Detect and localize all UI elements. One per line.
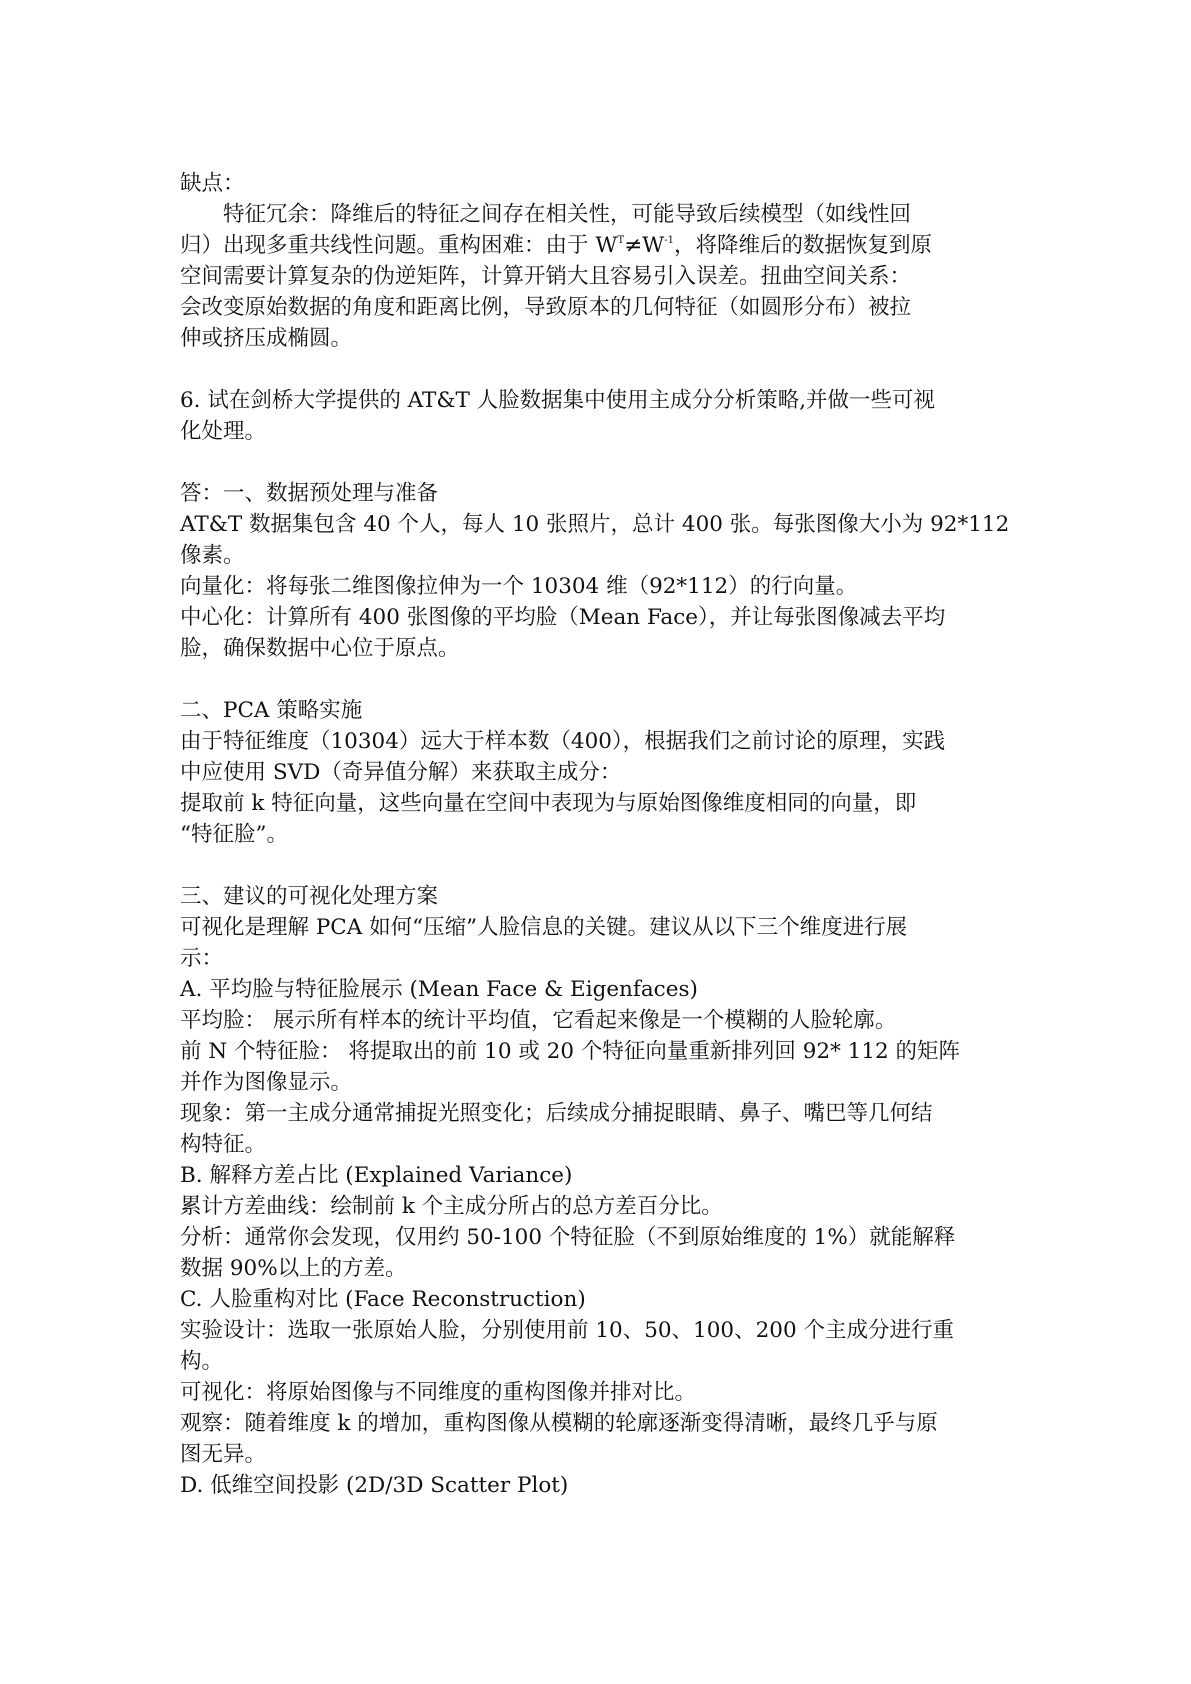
text-line — [180, 230, 1015, 261]
text-line: 可视化是理解 PCA 如何“压缩”人脸信息的关键。建议从以下三个维度进行展 — [180, 915, 908, 940]
text-line: 6. 试在剑桥大学提供的 AT&T 人脸数据集中使用主成分分析策略,并做一些可视 — [180, 388, 936, 413]
text-line: 中心化：计算所有 400 张图像的平均脸（Mean Face），并让每张图像减去平均 — [180, 605, 946, 630]
text-line: 观察：随着维度 k 的增加，重构图像从模糊的轮廓逐渐变得清晰，最终几乎与原 — [180, 1411, 938, 1436]
text-line: 可视化：将原始图像与不同维度的重构图像并排对比。 — [180, 1380, 697, 1405]
text-line: 构。 — [180, 1349, 224, 1374]
text-line: 由于特征维度（10304）远大于样本数（400），根据我们之前讨论的原理，实践 — [180, 729, 946, 754]
text-line: 实验设计：选取一张原始人脸，分别使用前 10、50、100、200 个主成分进行重 — [180, 1318, 954, 1343]
text-line: C. 人脸重构对比 (Face Reconstruction) — [180, 1287, 586, 1312]
paragraph-gap — [180, 354, 1015, 385]
text-line: “特征脸”。 — [180, 822, 288, 847]
text-line: 图无异。 — [180, 1442, 267, 1467]
text-line: A. 平均脸与特征脸展示 (Mean Face & Eigenfaces) — [180, 977, 698, 1002]
text-line: AT&T 数据集包含 40 个人，每人 10 张照片，总计 400 张。每张图像大小为 92*112 — [180, 512, 1010, 537]
superscript: -1 — [664, 235, 674, 246]
paragraph-gap — [180, 664, 1015, 695]
text-line: 并作为图像显示。 — [180, 1070, 353, 1095]
text-line: 构特征。 — [180, 1132, 267, 1157]
text-line: 会改变原始数据的角度和距离比例，导致原本的几何特征（如圆形分布）被拉 — [180, 295, 912, 320]
paragraph-gap — [180, 447, 1015, 478]
text-line: 提取前 k 特征向量，这些向量在空间中表现为与原始图像维度相同的向量，即 — [180, 791, 917, 816]
document-page — [180, 168, 1015, 1501]
text-line: 三、建议的可视化处理方案 — [180, 884, 439, 909]
text-line: 答：一、数据预处理与准备 — [180, 481, 439, 506]
text-line: 中应使用 SVD（奇异值分解）来获取主成分： — [180, 760, 622, 785]
text-line: 分析：通常你会发现，仅用约 50-100 个特征脸（不到原始维度的 1%）就能解释 — [180, 1225, 956, 1250]
text-run: 归）出现多重共线性问题。重构困难：由于 W — [180, 233, 618, 258]
paragraph-gap — [180, 850, 1015, 881]
text-line: 现象：第一主成分通常捕捉光照变化；后续成分捕捉眼睛、鼻子、嘴巴等几何结 — [180, 1101, 933, 1126]
text-line: 伸或挤压成椭圆。 — [180, 326, 353, 351]
text-line: 二、PCA 策略实施 — [180, 698, 363, 723]
text-line: 脸，确保数据中心位于原点。 — [180, 636, 460, 661]
text-line: 空间需要计算复杂的伪逆矩阵，计算开销大且容易引入误差。扭曲空间关系： — [180, 264, 912, 289]
text-line: 特征冗余：降维后的特征之间存在相关性，可能导致后续模型（如线性回 — [223, 202, 912, 227]
text-line: B. 解释方差占比 (Explained Variance) — [180, 1163, 573, 1188]
text-line: 缺点： — [180, 171, 245, 196]
text-line: 像素。 — [180, 543, 245, 568]
text-line: 平均脸： 展示所有样本的统计平均值，它看起来像是一个模糊的人脸轮廓。 — [180, 1008, 897, 1033]
text-line: D. 低维空间投影 (2D/3D Scatter Plot) — [180, 1473, 569, 1498]
text-run: ，将降维后的数据恢复到原 — [673, 233, 932, 258]
text-line: 化处理。 — [180, 419, 267, 444]
text-line: 数据 90%以上的方差。 — [180, 1256, 407, 1281]
text-line: 前 N 个特征脸： 将提取出的前 10 或 20 个特征向量重新排列回 92* 112 的矩阵 — [180, 1039, 961, 1064]
text-line: 累计方差曲线：绘制前 k 个主成分所占的总方差百分比。 — [180, 1194, 723, 1219]
text-line: 向量化：将每张二维图像拉伸为一个 10304 维（92*112）的行向量。 — [180, 574, 858, 599]
text-run: ≠W — [624, 233, 665, 258]
superscript: T — [617, 235, 625, 246]
text-line: 示： — [180, 946, 224, 971]
